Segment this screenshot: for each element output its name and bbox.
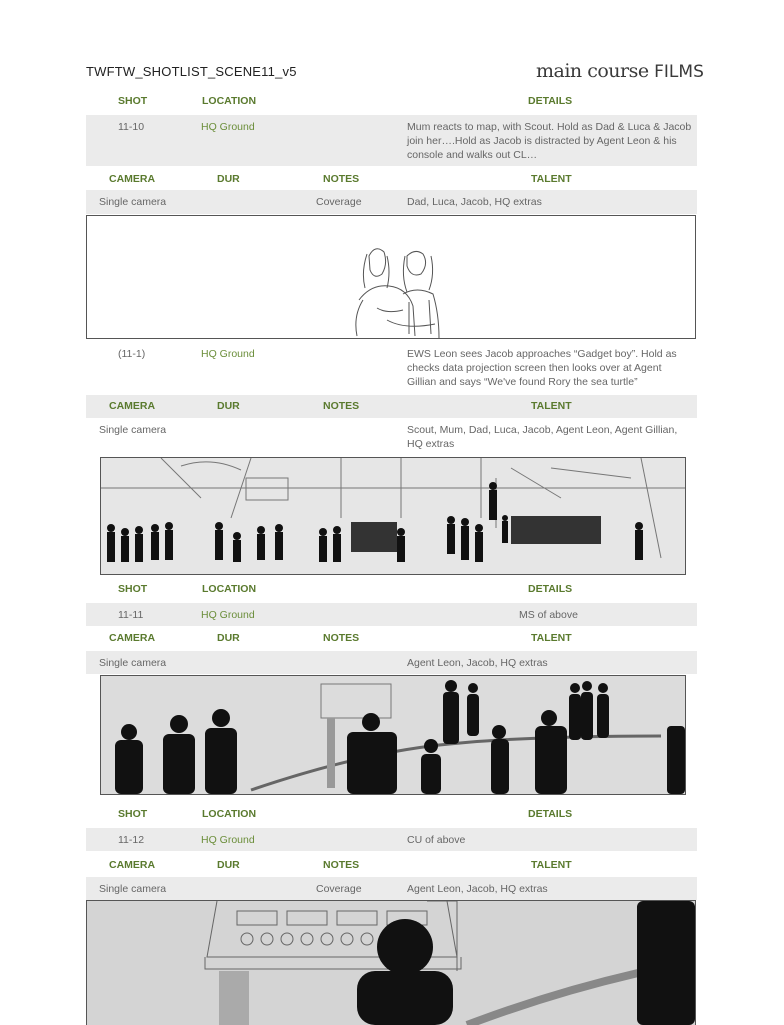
details-header: DETAILS: [528, 808, 573, 820]
shot-number: 11-11: [118, 609, 144, 621]
dur-header: DUR: [217, 859, 240, 871]
talent-header: TALENT: [531, 632, 572, 644]
camera-header: CAMERA: [109, 632, 156, 644]
storyboard-frame: [100, 457, 686, 575]
shot-number: 11-10: [118, 121, 145, 133]
shot-header: SHOT: [118, 95, 148, 107]
camera-value: Single camera: [99, 883, 167, 895]
notes-value: Coverage: [316, 883, 362, 895]
shot-row-band: [86, 828, 697, 851]
shot-details: CU of above: [407, 834, 466, 846]
sketch-mum-and-scout: [87, 216, 695, 338]
shot-location: HQ Ground: [201, 348, 255, 360]
sketch-agent-leon-jacob: [101, 676, 685, 794]
notes-header: NOTES: [323, 632, 360, 644]
company-logo: [536, 60, 704, 82]
talent-value: Dad, Luca, Jacob, HQ extras: [407, 196, 542, 208]
camera-header-band: [86, 395, 697, 418]
storyboard-frame: [100, 675, 686, 795]
dur-header: DUR: [217, 173, 240, 185]
location-header: LOCATION: [202, 808, 257, 820]
shot-details: MS of above: [519, 609, 578, 621]
talent-value: Scout, Mum, Dad, Luca, Jacob, Agent Leon, Agent Gillian, HQ extras: [407, 424, 678, 450]
shot-location: HQ Ground: [201, 834, 255, 846]
location-header: LOCATION: [202, 95, 257, 107]
camera-value: Single camera: [99, 196, 167, 208]
camera-header: CAMERA: [109, 173, 156, 185]
shot-details: Mum reacts to map, with Scout. Hold as Dad & Luca & Jacob join her….Hold as Jacob is distracted by Agent Leon & his console and walks out CL…: [407, 121, 692, 161]
camera-row-band: [86, 877, 697, 900]
storyboard-frame: [86, 900, 696, 1025]
sketch-console-closeup: [87, 901, 695, 1025]
notes-header: NOTES: [323, 400, 360, 412]
talent-value: Agent Leon, Jacob, HQ extras: [407, 657, 548, 669]
notes-header: NOTES: [323, 173, 360, 185]
location-header: LOCATION: [202, 583, 257, 595]
logo-main-text: main course: [536, 60, 649, 82]
talent-header: TALENT: [531, 400, 572, 412]
document-title: TWFTW_SHOTLIST_SCENE11_v5: [86, 64, 297, 79]
details-header: DETAILS: [528, 583, 573, 595]
dur-header: DUR: [217, 400, 240, 412]
shot-details: EWS Leon sees Jacob approaches “Gadget boy”. Hold as checks data projection screen then looks over at Agent Gillian and says “We've found Rory the sea turtle”: [407, 348, 677, 388]
dur-header: DUR: [217, 632, 240, 644]
talent-header: TALENT: [531, 859, 572, 871]
logo-films-text: FILMS: [654, 62, 704, 82]
talent-value: Agent Leon, Jacob, HQ extras: [407, 883, 548, 895]
details-header: DETAILS: [528, 95, 573, 107]
talent-header: TALENT: [531, 173, 572, 185]
notes-header: NOTES: [323, 859, 360, 871]
camera-row-band: [86, 651, 697, 674]
shot-number: (11-1): [118, 348, 146, 360]
camera-value: Single camera: [99, 657, 167, 669]
camera-row-band: [86, 190, 697, 214]
camera-value: Single camera: [99, 424, 167, 436]
storyboard-frame: [86, 215, 696, 339]
shot-location: HQ Ground: [201, 609, 255, 621]
shot-header: SHOT: [118, 808, 148, 820]
camera-header: CAMERA: [109, 859, 156, 871]
sketch-hq-ground-wide: [101, 458, 685, 574]
shot-row-band: [86, 603, 697, 626]
shot-location: HQ Ground: [201, 121, 255, 133]
camera-header: CAMERA: [109, 400, 156, 412]
notes-value: Coverage: [316, 196, 362, 208]
shot-header: SHOT: [118, 583, 148, 595]
shot-number: 11-12: [118, 834, 145, 846]
